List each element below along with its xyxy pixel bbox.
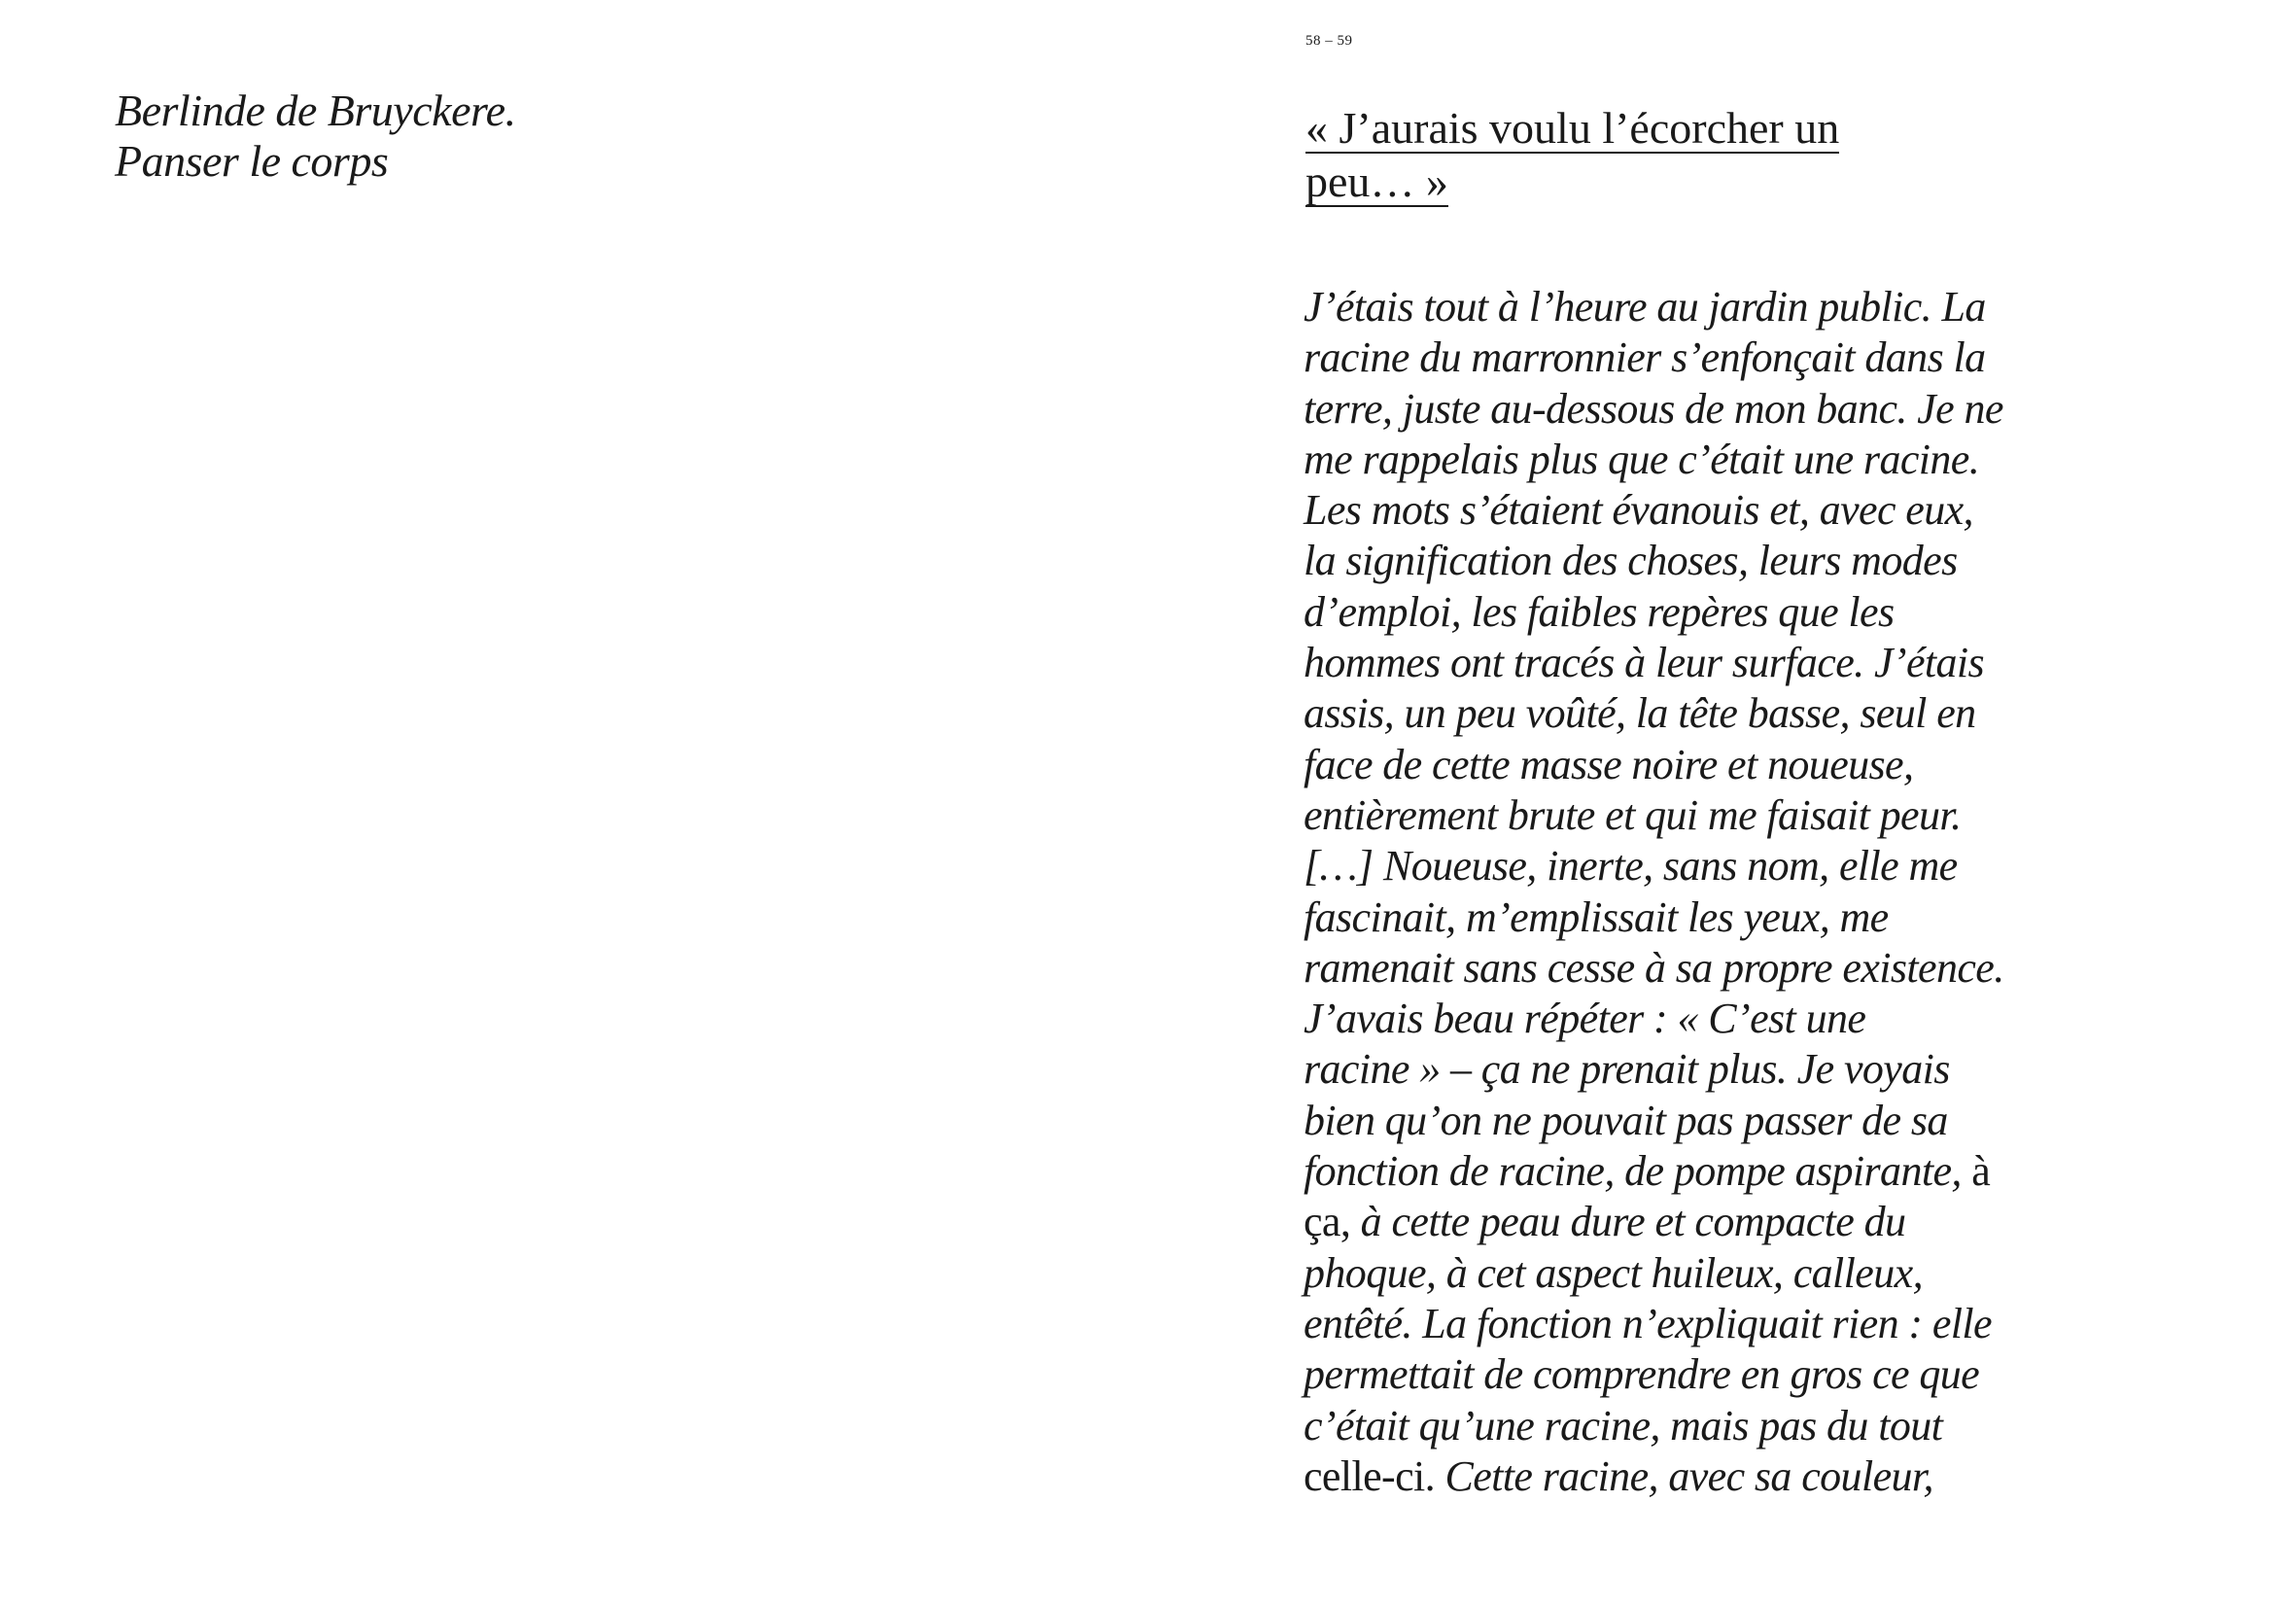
running-title-line: Panser le corps [115,136,389,186]
body-line: entêté. La fonction n’expliquait rien : elle [1304,1299,1992,1347]
quotation-body [1304,282,2178,1502]
right-page [1148,0,2296,1607]
body-line: hommes ont tracés à leur surface. J’étais [1304,639,1985,687]
body-line: la signification des choses, leurs modes [1304,537,1958,585]
body-line: c’était qu’une racine, mais pas du tout [1304,1401,1943,1450]
body-line-italic: fonction de racine, de pompe aspirante, [1304,1147,1962,1196]
body-line: Les mots s’étaient évanouis et, avec eux, [1304,486,1973,535]
chapter-title-line: « J’aurais voulu l’écorcher un [1305,103,1840,153]
body-line: racine » – ça ne prenait plus. Je voyais [1304,1045,1950,1094]
body-line: phoque, à cet aspect huileux, calleux, [1304,1248,1923,1297]
body-line: bien qu’on ne pouvait pas passer de sa [1304,1096,1948,1144]
body-line-italic: Cette racine, avec sa couleur, [1444,1451,1933,1500]
body-line: J’étais tout à l’heure au jardin public. La [1304,283,1986,331]
body-line: d’emploi, les faibles repères que les [1304,587,1895,636]
body-line: fascinait, m’emplissait les yeux, me [1304,892,1889,941]
body-line: assis, un peu voûté, la tête basse, seul en [1304,689,1976,738]
body-line [1304,1146,2178,1197]
body-line: racine du marronnier s’enfonçait dans la [1304,333,1986,382]
body-line: terre, juste au-dessous de mon banc. Je ne [1304,384,2003,433]
body-line: face de cette masse noire et noueuse, [1304,740,1914,788]
running-title-line: Berlinde de Bruyckere. [115,86,516,135]
body-line [1304,1451,2178,1502]
running-title [115,86,516,187]
page-number: 58 – 59 [1305,33,1353,49]
body-line: permettait de comprendre en gros ce que [1304,1350,1980,1399]
body-line-roman: à [1971,1147,1991,1196]
body-line: J’avais beau répéter : « C’est une [1304,995,1866,1043]
body-line: entièrement brute et qui me faisait peur. [1304,790,1962,839]
body-line: […] Noueuse, inerte, sans nom, elle me [1304,842,1958,891]
body-line: me rappelais plus que c’était une racine. [1304,435,1980,483]
body-line [1304,1197,2178,1247]
chapter-title-line: peu… » [1305,157,1448,206]
chapter-title [1305,101,1839,208]
body-line-roman: celle-ci. [1304,1451,1436,1500]
body-line-italic: à cette peau dure et compacte du [1360,1198,1906,1246]
body-line-roman: ça, [1304,1198,1351,1246]
body-line: ramenait sans cesse à sa propre existence. [1304,943,2004,992]
